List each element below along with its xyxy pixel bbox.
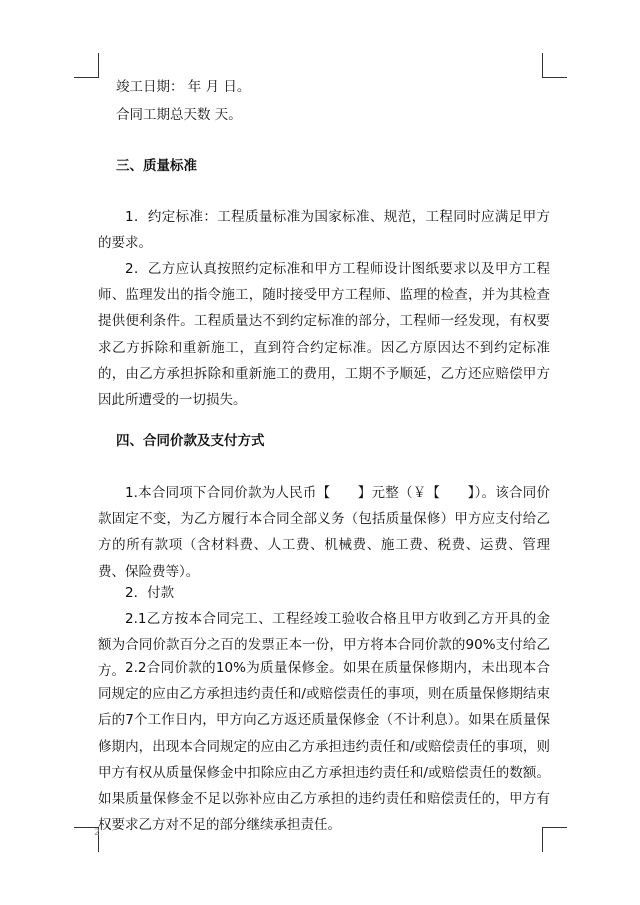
- section-3-paragraph-2: 2．乙方应认真按照约定标准和甲方工程师设计图纸要求以及甲方工程师、监理发出的指令施工，随时接受甲方工程师、监理的检查，并为其检查提供便利条件。工程质量达不到约定标准的部分，工程师一经发现，有权要求乙方拆除和重新施工，直到符合约定标准。因乙方原因达不到约定标准的，由乙方承担拆除和重新施工的费用，工期不予顺延，乙方还应赔偿甲方因此所遭受的一切损失。: [98, 261, 550, 409]
- section-3-heading: 三、质量标准: [116, 158, 197, 174]
- total-days-line: 合同工期总天数 天。: [116, 107, 242, 123]
- section-4-heading: 四、合同价款及支付方式: [116, 433, 265, 449]
- crop-mark-top-left: [74, 53, 99, 78]
- section-3-paragraph-1: 1．约定标准：工程质量标准为国家标准、规范，工程同时应满足甲方的要求。: [98, 209, 550, 252]
- section-4-paragraph-3: 2.1乙方按本合同完工、工程经竣工验收合格且甲方收到乙方开具的金额为合同价款百分之百的发票正本一份，甲方将本合同价款的90%支付给乙方。: [98, 611, 550, 680]
- completion-date-line: 竣工日期： 年 月 日。: [116, 79, 251, 95]
- section-4-paragraph-1: 1.本合同项下合同价款为人民币【 】元整（￥【 】）。该合同价款固定不变，为乙方履行本合同全部义务（包括质量保修）甲方应支付给乙方的所有款项（含材料费、人工费、机械费、施工费、税费、运费、管理费、保险费等）。: [98, 485, 550, 580]
- section-4-paragraph-4: 2.2合同价款的10%为质量保修金。如果在质量保修期内，未出现本合同规定的应由乙方承担违约责任和/或赔偿责任的事项，则在质量保修期结束后的7个工作日内，甲方向乙方返还质量保修金（不计利息）。如果在质量保修期内，出现本合同规定的应由乙方承担违约责任和/或赔偿责任的事项，则甲方有权从质量保修金中扣除应由乙方承担违约责任和/或赔偿责任的数额。如果质量保修金不足以弥补应由乙方承担的违约责任和赔偿责任的，甲方有权要求乙方对不足的部分继续承担责任。: [98, 660, 550, 834]
- section-4-paragraph-2: 2．付款: [125, 585, 175, 601]
- page-number: 2: [94, 828, 100, 838]
- crop-mark-top-right: [542, 53, 567, 78]
